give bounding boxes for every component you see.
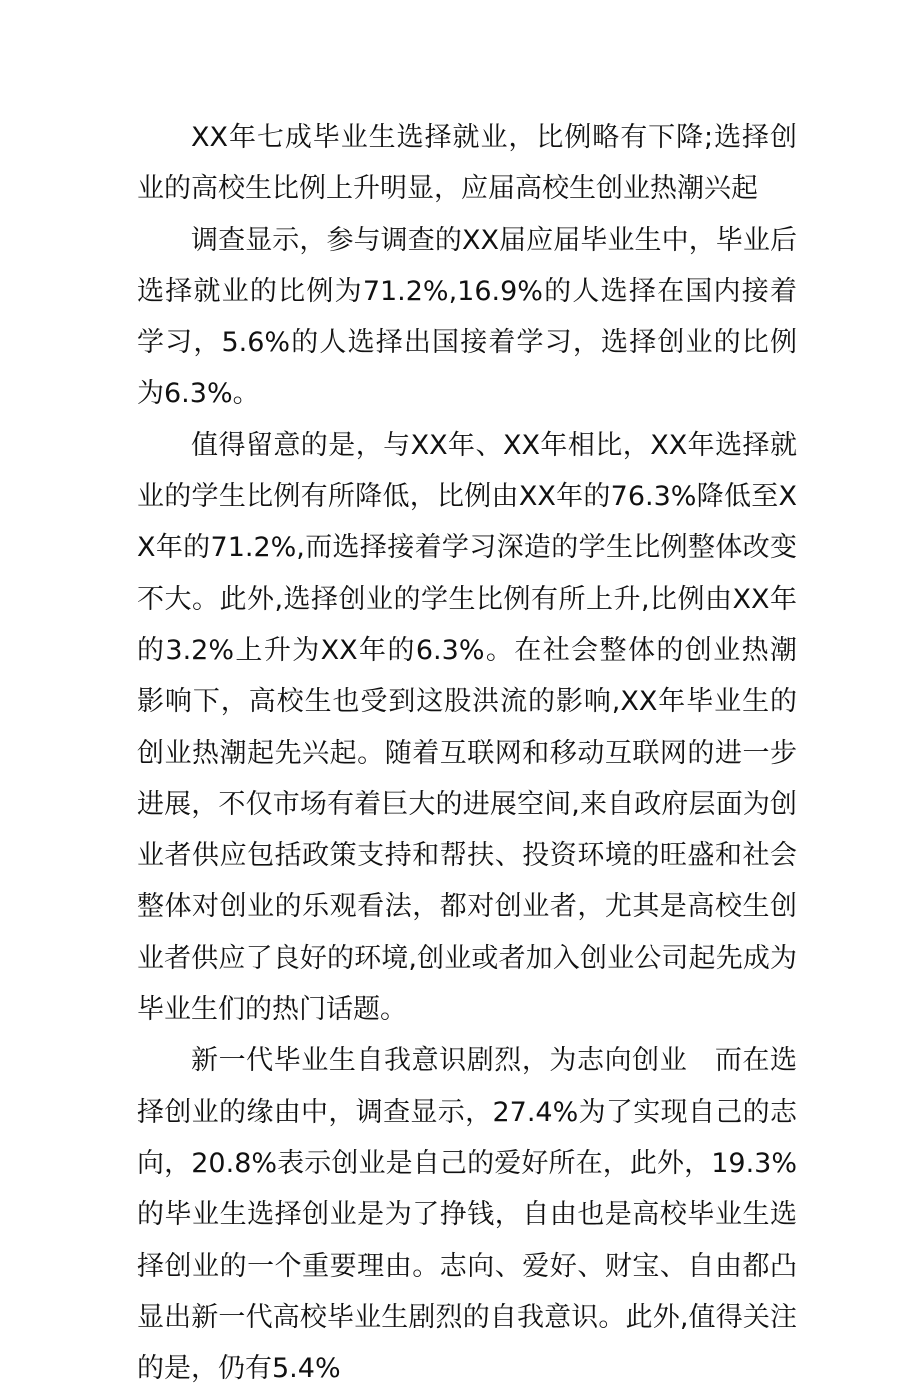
paragraph-survey-results: 调查显示，参与调查的XX届应届毕业生中，毕业后选择就业的比例为71.2%,16.9%的人选择在国内接着学习，5.6%的人选择出国接着学习，选择创业的比例为6.3%。 — [137, 224, 797, 410]
paragraph-motivation: 新一代毕业生自我意识剧烈，为志向创业 而在选择创业的缘由中，调查显示，27.4%为了实现自己的志向，20.8%表示创业是自己的爱好所在，此外，19.3%的毕业生选择创业是为了挣钱，自由也是高校毕业生选择创业的一个重要理由。志向、爱好、财宝、自由都凸显出新一代高校毕业生剧烈的自我意识。此外,值得关注的是，仍有5.4% — [137, 1045, 797, 1385]
paragraph-heading-line: XX年七成毕业生选择就业，比例略有下降;选择创业的高校生比例上升明显，应届高校生创业热潮兴起 — [137, 122, 797, 205]
document-body — [137, 112, 797, 1394]
paragraph-year-comparison: 值得留意的是，与XX年、XX年相比，XX年选择就业的学生比例有所降低，比例由XX年的76.3%降低至XX年的71.2%,而选择接着学习深造的学生比例整体改变不大。此外,选择创业的学生比例有所上升,比例由XX年的3.2%上升为XX年的6.3%。在社会整体的创业热潮影响下，高校生也受到这股洪流的影响,XX年毕业生的创业热潮起先兴起。随着互联网和移动互联网的进一步进展，不仅市场有着巨大的进展空间,来自政府层面为创业者供应包括政策支持和帮扶、投资环境的旺盛和社会整体对创业的乐观看法，都对创业者，尤其是高校生创业者供应了良好的环境,创业或者加入创业公司起先成为毕业生们的热门话题。 — [137, 429, 797, 1026]
